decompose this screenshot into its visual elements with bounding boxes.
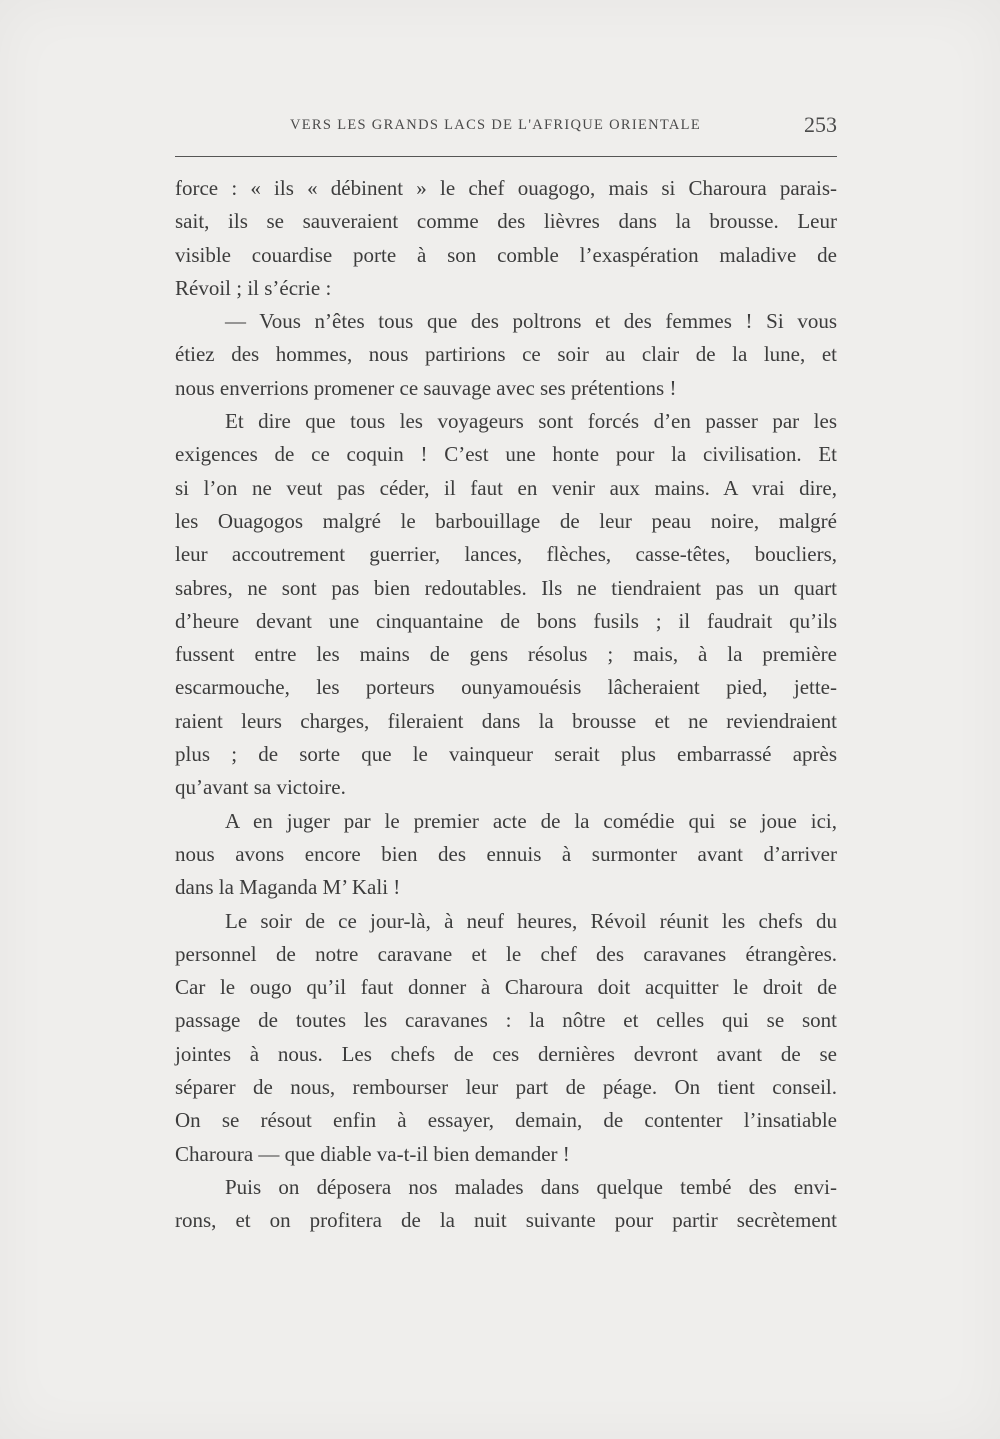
- text-line: qu’avant sa victoire.: [175, 775, 346, 800]
- text-line: nous avons encore bien des ennuis à surmonter avant d’arriver: [175, 841, 837, 866]
- text-line: d’heure devant une cinquantaine de bons fusils ; il faudrait qu’ils: [175, 608, 837, 633]
- text-line: sabres, ne sont pas bien redoutables. Ils ne tiendraient pas un quart: [175, 575, 837, 600]
- text-line: étiez des hommes, nous partirions ce soir au clair de la lune, et: [175, 342, 837, 367]
- text-line: On se résout enfin à essayer, demain, de contenter l’insatiable: [175, 1108, 837, 1133]
- text-line: Le soir de ce jour-là, à neuf heures, Révoil réunit les chefs du: [225, 908, 837, 933]
- text-line: visible couardise porte à son comble l’exaspération maladive de: [175, 242, 837, 267]
- text-line: exigences de ce coquin ! C’est une honte pour la civilisation. Et: [175, 442, 837, 467]
- running-head: [175, 112, 837, 140]
- text-line: rons, et on profitera de la nuit suivante pour partir secrètement: [175, 1208, 837, 1233]
- text-line: les Ouagogos malgré le barbouillage de leur peau noire, malgré: [175, 508, 837, 533]
- text-line: si l’on ne veut pas céder, il faut en venir aux mains. A vrai dire,: [175, 475, 837, 500]
- text-line: leur accoutrement guerrier, lances, flèches, casse-têtes, boucliers,: [175, 542, 837, 567]
- text-line: Et dire que tous les voyageurs sont forcés d’en passer par les: [225, 409, 837, 434]
- body-text: [175, 172, 837, 1238]
- running-title: VERS LES GRANDS LACS DE L'AFRIQUE ORIENTALE: [290, 117, 701, 133]
- text-line: Révoil ; il s’écrie :: [175, 275, 332, 300]
- text-line: A en juger par le premier acte de la comédie qui se joue ici,: [225, 808, 837, 833]
- text-line: personnel de notre caravane et le chef des caravanes étrangères.: [175, 941, 837, 966]
- text-line: raient leurs charges, fileraient dans la brousse et ne reviendraient: [175, 708, 837, 733]
- header-rule: [175, 156, 837, 157]
- text-line: dans la Maganda M’ Kali !: [175, 875, 401, 900]
- text-line: séparer de nous, rembourser leur part de péage. On tient conseil.: [175, 1075, 837, 1100]
- text-line: nous enverrions promener ce sauvage avec ses prétentions !: [175, 375, 677, 400]
- text-line: fussent entre les mains de gens résolus ; mais, à la première: [175, 642, 837, 667]
- text-line: passage de toutes les caravanes : la nôtre et celles qui se sont: [175, 1008, 837, 1033]
- text-line: sait, ils se sauveraient comme des lièvres dans la brousse. Leur: [175, 209, 837, 234]
- page-number: 253: [804, 112, 837, 137]
- text-line: jointes à nous. Les chefs de ces dernières devront avant de se: [175, 1041, 837, 1066]
- text-line: Charoura — que diable va-t-il bien demander !: [175, 1141, 570, 1166]
- text-line: force : « ils « débinent » le chef ouagogo, mais si Charoura parais-: [175, 176, 837, 200]
- text-line: — Vous n’êtes tous que des poltrons et des femmes ! Si vous: [225, 309, 837, 334]
- text-line: Puis on déposera nos malades dans quelque tembé des envi-: [225, 1174, 837, 1199]
- text-line: Car le ougo qu’il faut donner à Charoura doit acquitter le droit de: [175, 975, 837, 1000]
- text-line: escarmouche, les porteurs ounyamouésis lâcheraient pied, jette-: [175, 675, 837, 700]
- text-line: plus ; de sorte que le vainqueur serait plus embarrassé après: [175, 742, 837, 767]
